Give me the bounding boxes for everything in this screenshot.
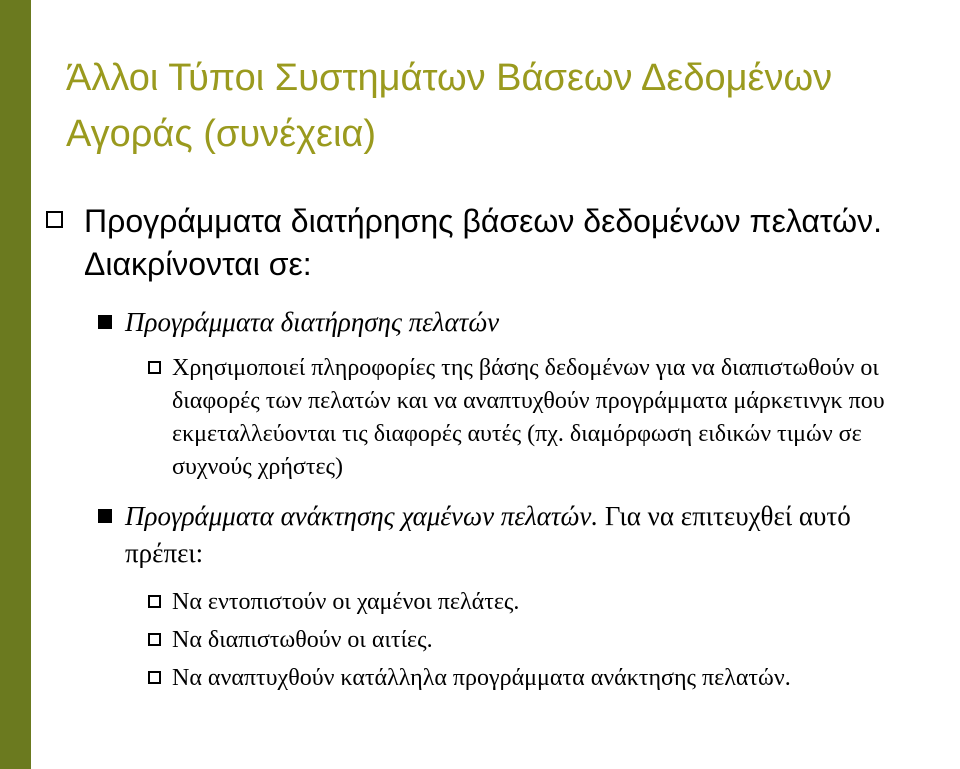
section2-heading-text: Προγράμματα ανάκτησης χαμένων πελατών. [125,501,599,531]
hollow-square-bullet-icon [148,361,161,374]
section1-heading [125,304,925,341]
section2-heading [125,498,865,572]
section1-item-text: Χρησιμοποιεί πληροφορίες της βάσης δεδομένων για να διαπιστωθούν οι διαφορές των πελατών και να αναπτυχθούν προγράμματα μάρκετινγκ που εκμεταλλεύονται τις διαφορές αυτές (πχ. διαμόρφωση ειδικών τιμών σε συχνούς χρήστες) [172,355,885,480]
filled-square-bullet-icon [98,509,112,523]
bullet-level1-text: Προγράμματα διατήρησης βάσεων δεδομένων πελατών. Διακρίνονται σε: [84,203,882,282]
filled-square-bullet-icon [98,315,112,329]
section2-item-text: Να εντοπιστούν οι χαμένοι πελάτες. [172,589,520,615]
slide-title: Άλλοι Τύποι Συστημάτων Βάσεων Δεδομένων Αγοράς (συνέχεια) [66,57,833,155]
section1-item [172,352,937,484]
section2-item-3 [172,662,892,695]
hollow-square-bullet-icon [46,211,63,228]
hollow-square-bullet-icon [148,633,161,646]
section1-heading-text: Προγράμματα διατήρησης πελατών [125,307,500,337]
hollow-square-bullet-icon [148,671,161,684]
section2-item-1 [172,586,932,619]
hollow-square-bullet-icon [148,595,161,608]
section2-item-text: Να αναπτυχθούν κατάλληλα προγράμματα ανάκτησης πελατών. [172,665,791,691]
section2-item-2 [172,624,932,657]
section2-heading-cont: Για να επιτευχθεί αυτό πρέπει: [125,501,851,568]
bullet-level1 [84,200,934,286]
section2-item-text: Να διαπιστωθούν οι αιτίες. [172,627,433,653]
